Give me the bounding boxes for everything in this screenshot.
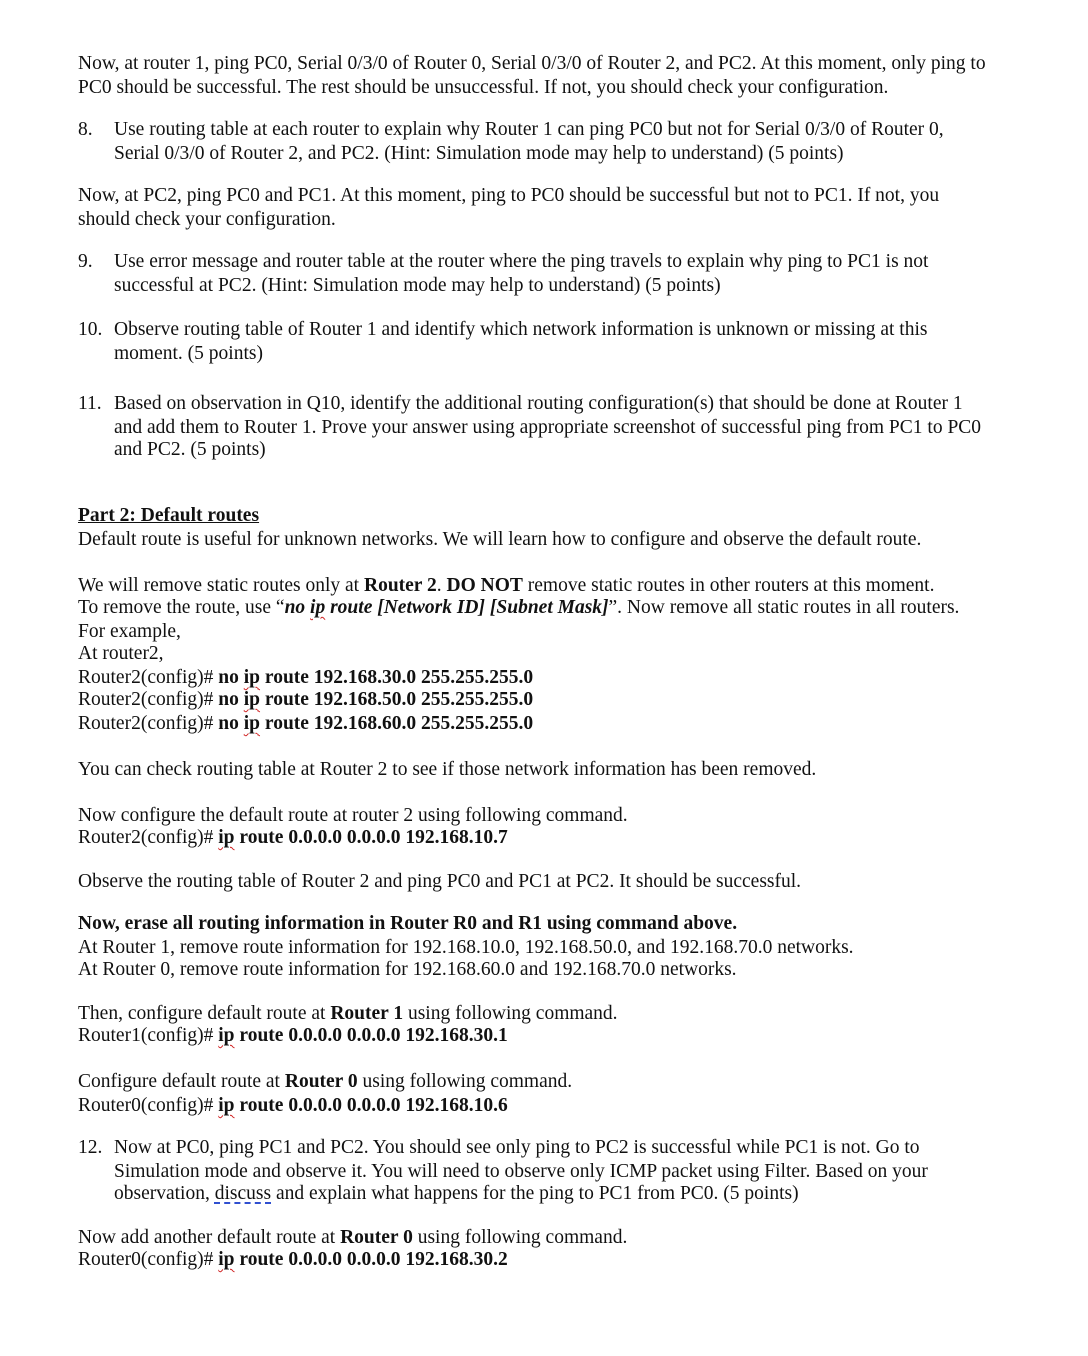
router0-default-command-2	[78, 1248, 1048, 1271]
add-text-a: Now add another default route at	[78, 1227, 341, 1248]
cfg0-text-a: Configure default route at	[78, 1071, 285, 1092]
router1-default-command	[78, 1024, 1048, 1047]
pc2-note-line-2: should check your configuration.	[78, 209, 336, 230]
q10-line-2: moment. (5 points)	[114, 343, 263, 364]
part2-heading: Part 2: Default routes	[78, 505, 260, 526]
command-route: route 0.0.0.0 0.0.0.0 192.168.30.1	[234, 1025, 508, 1046]
to-remove-line	[78, 596, 1048, 619]
to-remove-ip: ip	[310, 597, 326, 618]
q10-line-1: Observe routing table of Router 1 and identify which network information is unknown or missing at this	[114, 319, 928, 340]
command-prompt: Router1(config)#	[78, 1025, 219, 1046]
remove-router2: Router 2	[363, 575, 437, 596]
then-configure-line	[78, 1002, 1048, 1025]
command-prompt: Router2(config)#	[78, 827, 219, 848]
router2-command-1	[78, 666, 1048, 689]
remove-text-a: We will remove static routes only at	[78, 575, 364, 596]
router2-default-command	[78, 826, 1048, 849]
router2-command-3	[78, 712, 1048, 735]
to-remove-text-a: To remove the route, use “	[78, 597, 285, 618]
add-text-c: using following command.	[412, 1227, 628, 1248]
remove-text-e: remove static routes in other routers at this moment.	[522, 575, 935, 596]
then-router1: Router 1	[330, 1003, 404, 1024]
router0-default-command-1	[78, 1094, 1048, 1117]
command-ip: ip	[243, 689, 261, 710]
q11-number: 11.	[78, 393, 102, 414]
router1-remove-line: At Router 1, remove route information for 192.168.10.0, 192.168.50.0, and 192.168.70.0 networks.	[78, 937, 854, 958]
q11-line-1: Based on observation in Q10, identify the additional routing configuration(s) that should be done at Router 1	[114, 393, 963, 414]
to-remove-text-e: ”. Now remove all static routes in all routers.	[608, 597, 960, 618]
command-ip: ip	[218, 1025, 235, 1046]
q12-line-1: Now at PC0, ping PC1 and PC2. You should see only ping to PC2 is successful while PC1 is not. Go to	[114, 1137, 920, 1158]
command-no: no	[218, 689, 244, 710]
at-router2-line: At router2,	[78, 643, 164, 664]
command-no: no	[218, 713, 244, 734]
observe-line: Observe the routing table of Router 2 and ping PC0 and PC1 at PC2. It should be successful.	[78, 871, 802, 892]
command-ip: ip	[218, 827, 235, 848]
remove-instruction-line	[78, 574, 1048, 597]
for-example-line: For example,	[78, 621, 181, 642]
q12-number: 12.	[78, 1137, 103, 1158]
to-remove-no: no	[284, 597, 311, 618]
q12-text-a: observation,	[114, 1183, 215, 1204]
q9-line-1: Use error message and router table at the router where the ping travels to explain why ping to PC1 is not	[114, 251, 929, 272]
configure-router0-line	[78, 1070, 1048, 1093]
command-prompt: Router0(config)#	[78, 1249, 219, 1270]
command-prompt: Router2(config)#	[78, 667, 219, 688]
then-text-c: using following command.	[403, 1003, 618, 1024]
q9-line-2: successful at PC2. (Hint: Simulation mode may help to understand) (5 points)	[114, 275, 721, 296]
q10-number: 10.	[78, 319, 103, 340]
add-another-default-line	[78, 1226, 1048, 1249]
q8-number: 8.	[78, 119, 93, 140]
cfg0-router0: Router 0	[284, 1071, 358, 1092]
add-router0: Router 0	[340, 1227, 413, 1248]
part2-description: Default route is useful for unknown networks. We will learn how to configure and observe the default route.	[78, 529, 922, 550]
command-route: route 192.168.30.0 255.255.255.0	[260, 667, 534, 688]
q12-line-3	[114, 1182, 1048, 1205]
command-ip: ip	[218, 1249, 235, 1270]
router0-remove-line: At Router 0, remove route information for 192.168.60.0 and 192.168.70.0 networks.	[78, 959, 737, 980]
to-remove-syntax: route [Network ID] [Subnet Mask]	[325, 597, 609, 618]
command-route: route 0.0.0.0 0.0.0.0 192.168.30.2	[234, 1249, 508, 1270]
q11-line-3: and PC2. (5 points)	[114, 439, 266, 460]
command-route: route 0.0.0.0 0.0.0.0 192.168.10.6	[234, 1095, 508, 1116]
q12-text-c: and explain what happens for the ping to PC1 from PC0. (5 points)	[271, 1183, 799, 1204]
cfg0-text-c: using following command.	[357, 1071, 573, 1092]
command-route: route 0.0.0.0 0.0.0.0 192.168.10.7	[234, 827, 508, 848]
command-prompt: Router2(config)#	[78, 689, 219, 710]
q8-line-2: Serial 0/3/0 of Router 2, and PC2. (Hint: Simulation mode may help to understand) (5 points)	[114, 143, 844, 164]
remove-do-not: DO NOT	[446, 575, 523, 596]
command-route: route 192.168.50.0 255.255.255.0	[260, 689, 534, 710]
remove-text-c: .	[436, 575, 447, 596]
q9-number: 9.	[78, 251, 93, 272]
check-routing-table-line: You can check routing table at Router 2 to see if those network information has been removed.	[78, 759, 817, 780]
q12-line-2: Simulation mode and observe it. You will need to observe only ICMP packet using Filter. Based on your	[114, 1161, 928, 1182]
router2-command-2	[78, 688, 1048, 711]
command-no: no	[218, 667, 244, 688]
intro-line-2: PC0 should be successful. The rest should be unsuccessful. If not, you should check your configuration.	[78, 77, 889, 98]
command-ip: ip	[218, 1095, 235, 1116]
then-text-a: Then, configure default route at	[78, 1003, 331, 1024]
command-prompt: Router0(config)#	[78, 1095, 219, 1116]
erase-line: Now, erase all routing information in Router R0 and R1 using command above.	[78, 913, 738, 934]
configure-default-line: Now configure the default route at router 2 using following command.	[78, 805, 628, 826]
command-ip: ip	[243, 667, 261, 688]
command-ip: ip	[243, 713, 261, 734]
q11-line-2: and add them to Router 1. Prove your answer using appropriate screenshot of successful ping from PC1 to PC0	[114, 417, 982, 438]
command-route: route 192.168.60.0 255.255.255.0	[260, 713, 534, 734]
q8-line-1: Use routing table at each router to explain why Router 1 can ping PC0 but not for Serial 0/3/0 of Router 0,	[114, 119, 944, 140]
pc2-note-line-1: Now, at PC2, ping PC0 and PC1. At this moment, ping to PC0 should be successful but not to PC1. If not, you	[78, 185, 940, 206]
intro-line-1: Now, at router 1, ping PC0, Serial 0/3/0 of Router 0, Serial 0/3/0 of Router 2, and PC2. At this moment, only ping to	[78, 53, 986, 74]
q12-discuss: discuss	[214, 1183, 272, 1204]
command-prompt: Router2(config)#	[78, 713, 219, 734]
